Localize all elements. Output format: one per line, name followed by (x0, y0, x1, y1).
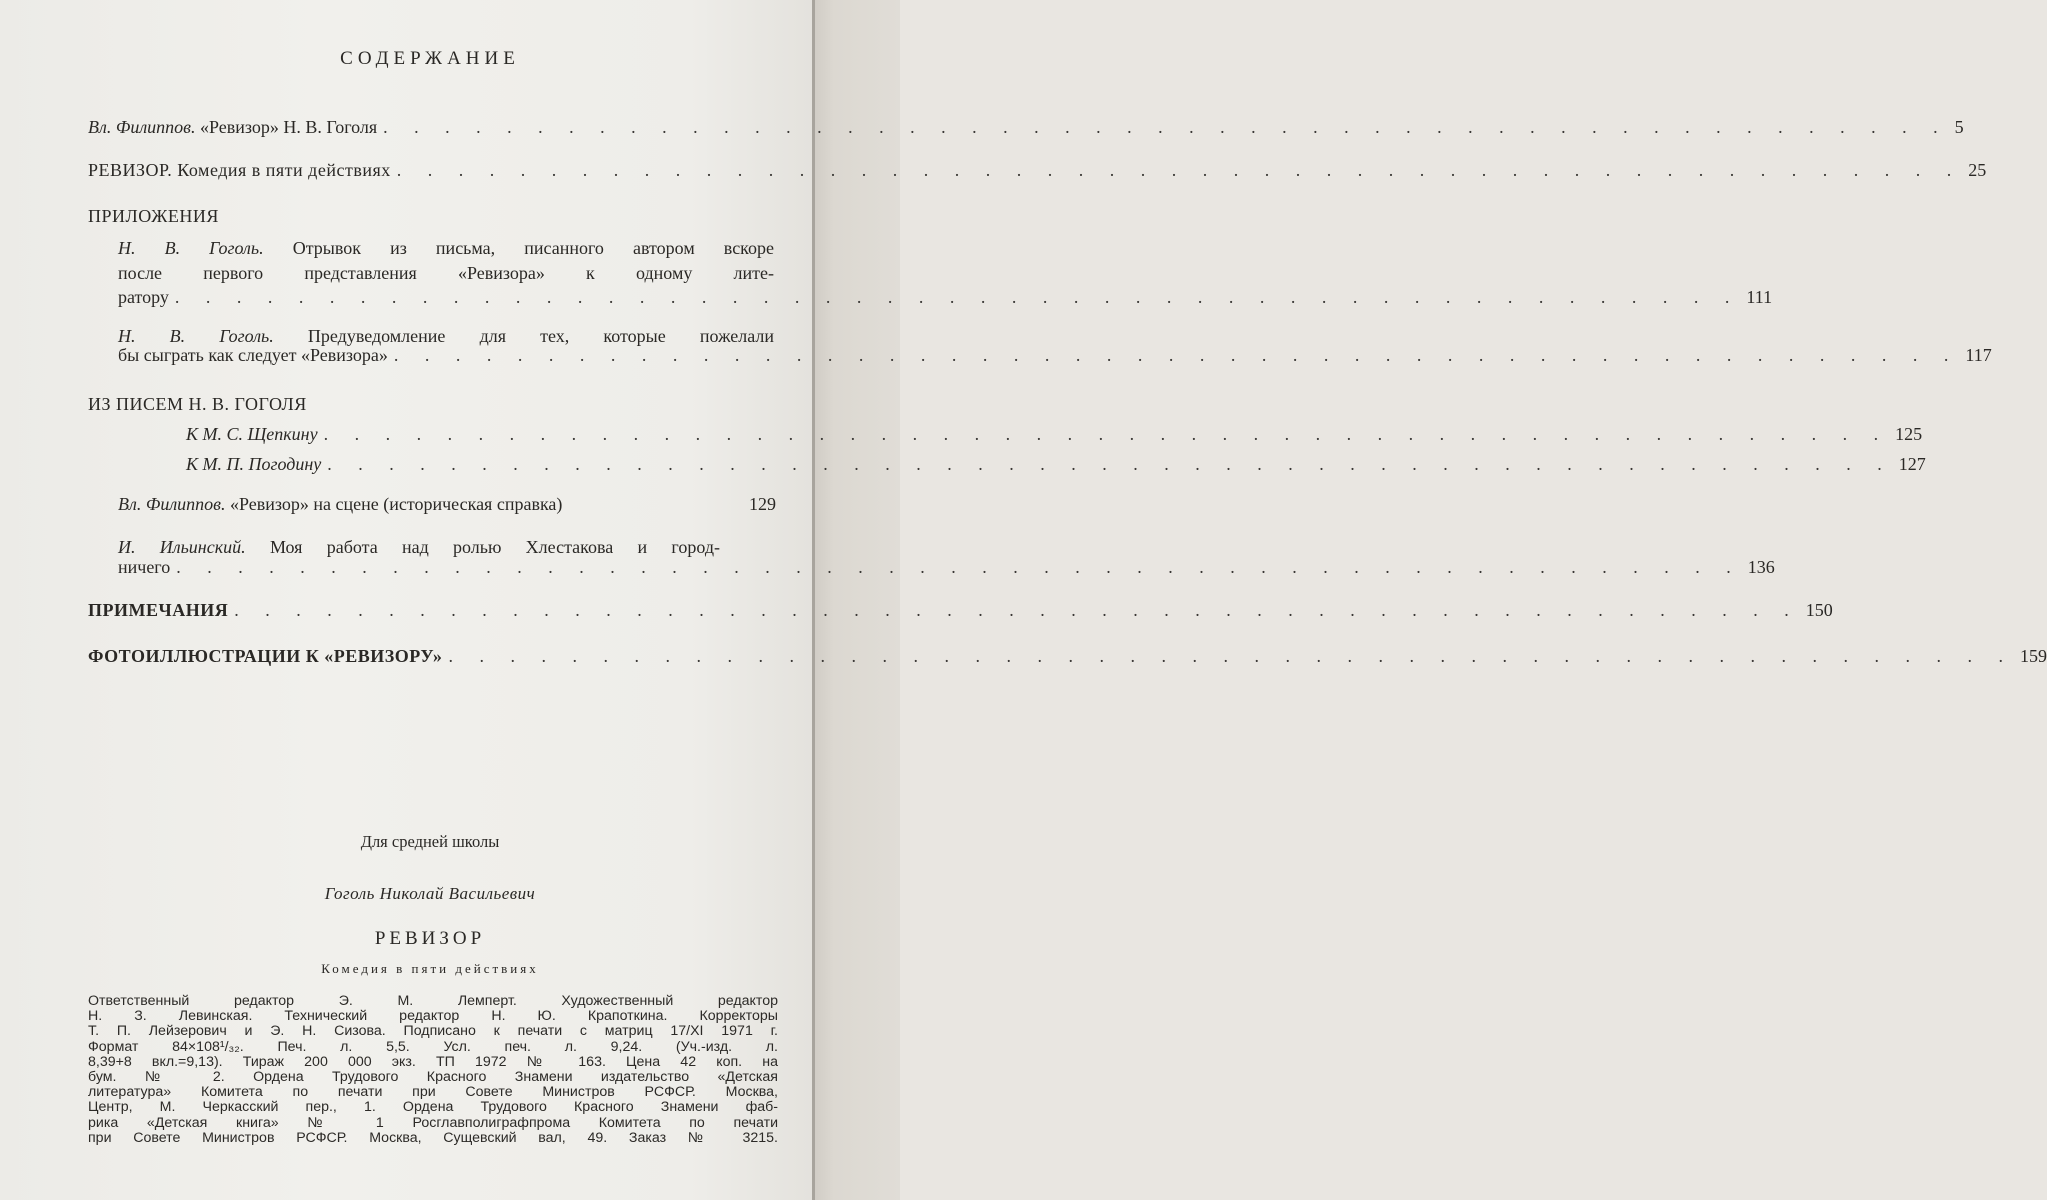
dot-leader: . . . . . . . . . . . . . . . . . . . . . . . . . . . . . . . . . . . . . . . . . . . . . . . . . . . (176, 557, 1742, 577)
toc-entry-2 (88, 160, 1987, 181)
toc-entry-title: ратору (118, 287, 169, 307)
toc-entry-3-line2: после первого представления «Ревизора» к одному лите- (118, 263, 774, 283)
audience-note: Для средней школы (360, 832, 500, 851)
colophon-author: Гоголь Николай Васильевич (324, 884, 536, 903)
dot-leader: . . . . . . . . . . . . . . . . . . . . . . . . . . . . . . . . . . . . . . . . . . . . . . . . . . . (174, 287, 1741, 307)
dot-leader: . . . . . . . . . . . . . . . . . . . . . . . . . . . . . . . . . . . . . . . . . . . . . . . . . . . (396, 160, 1963, 180)
toc-entry-1 (88, 117, 1964, 138)
toc-entry-author: Вл. Филиппов. (88, 117, 196, 137)
dot-leader: . . . . . . . . . . . . . . . . . . . . . . . . . . . . . . . . . . . . . . . . . . . . . . . . . . . (234, 600, 1800, 620)
toc-page-number: 136 (1747, 557, 1775, 577)
toc-page-number: 159 (2019, 646, 2047, 666)
imprint-line: бум. № 2. Ордена Трудового Красного Знамени издательство «Детская (88, 1069, 778, 1086)
appendix-heading: ПРИЛОЖЕНИЯ (88, 206, 219, 226)
toc-entry-4-line1: Н. В. Гоголь. Предуведомление для тех, которые пожелали (118, 326, 775, 346)
dot-leader: . . . . . . . . . . . . . . . . . . . . . . . . . . . . . . . . . . . . . . . . . . . . . . . . . . . (383, 117, 1949, 137)
toc-entry-title: ФОТОИЛЛЮСТРАЦИИ К «РЕВИЗОРУ» (88, 646, 443, 666)
imprint-line: Центр, М. Черкасский пер., 1. Ордена Трудового Красного Знамени фаб- (88, 1099, 778, 1116)
toc-entry-title: «Ревизор» Н. В. Гоголя (199, 117, 378, 137)
toc-page-number: 117 (1965, 345, 1992, 365)
toc-entry-7 (118, 494, 776, 515)
dot-leader: . . . . . . . . . . . . . . . . . . . . . . . . . . . . . . . . . . . . . . . . . . . . . . . . . . . (393, 345, 1960, 365)
dot-leader: . . . . . . . . . . . . . . . . . . . . . . . . . . . . . . . . . . . . . . . . . . . . . . . . . . . (323, 424, 1890, 444)
toc-entry-title: К М. С. Щепкину (186, 424, 318, 444)
imprint-line: литература» Комитета по печати при Совете Министров РСФСР. Москва, (88, 1084, 778, 1101)
toc-title: СОДЕРЖАНИЕ (340, 48, 520, 69)
toc-page-number: 25 (1968, 160, 1987, 180)
toc-entry-5 (186, 424, 1923, 445)
toc-entry-title: ничего (118, 557, 171, 577)
toc-entry-author: Вл. Филиппов. (118, 494, 226, 514)
imprint-line: Ответственный редактор Э. М. Лемперт. Художественный редактор (88, 993, 778, 1009)
dot-leader: . . . . . . . . . . . . . . . . . . . . . . . . . . . . . . . . . . . . . . . . . . . . . . . . . . . (448, 646, 2014, 666)
imprint-line: 8,39+8 вкл.=9,13). Тираж 200 000 экз. ТП 1972 № 163. Цена 42 коп. на (88, 1053, 778, 1070)
toc-entry-6 (186, 454, 1926, 475)
toc-page-number: 5 (1954, 117, 1964, 137)
toc-entry-10 (88, 646, 2047, 667)
imprint-line: рика «Детская книга» № 1 Росглавполиграфпрома Комитета по печати (88, 1114, 778, 1131)
toc-entry-9 (88, 600, 1833, 621)
toc-entry-title: бы сыграть как следует «Ревизора» (118, 345, 388, 365)
toc-page-number: 150 (1805, 600, 1833, 620)
toc-entry-title: РЕВИЗОР. Комедия в пяти действиях (88, 160, 391, 180)
imprint-block (88, 994, 778, 1146)
imprint-line: Н. З. Левинская. Технический редактор Н. Ю. Крапоткина. Корректоры (88, 1008, 778, 1025)
letters-heading: ИЗ ПИСЕМ Н. В. ГОГОЛЯ (88, 394, 307, 414)
toc-entry-8-line1: И. Ильинский. Моя работа над ролью Хлестакова и город- (118, 537, 720, 557)
imprint-line: Т. П. Лейзерович и Э. Н. Сизова. Подписано к печати с матриц 17/XI 1971 г. (88, 1023, 778, 1040)
toc-entry-3 (118, 287, 1773, 308)
toc-entry-8 (118, 557, 1775, 578)
colophon-book-title: РЕВИЗОР (374, 928, 486, 949)
toc-page-number: 111 (1746, 287, 1773, 307)
toc-page-number: 127 (1898, 454, 1926, 474)
toc-entry-4 (118, 345, 1992, 366)
imprint-line: при Совете Министров РСФСР. Москва, Сущевский вал, 49. Заказ № 3215. (88, 1129, 778, 1146)
toc-entry-title: ПРИМЕЧАНИЯ (88, 600, 229, 620)
imprint-line: Формат 84×108¹/₃₂. Печ. л. 5,5. Усл. печ. л. 9,24. (Уч.-изд. л. (88, 1038, 778, 1055)
colophon-subtitle: Комедия в пяти действиях (321, 961, 539, 976)
toc-entry-title: К М. П. Погодину (186, 454, 322, 474)
toc-entry-title: «Ревизор» на сцене (историческая справка) (229, 494, 563, 514)
toc-entry-3-line1: Н. В. Гоголь. Отрывок из письма, писанного автором вскоре (118, 238, 774, 258)
toc-page-number: 129 (749, 494, 776, 514)
toc-page-number: 125 (1895, 424, 1923, 444)
dot-leader: . . . . . . . . . . . . . . . . . . . . . . . . . . . . . . . . . . . . . . . . . . . . . . . . . . . (327, 454, 1893, 474)
